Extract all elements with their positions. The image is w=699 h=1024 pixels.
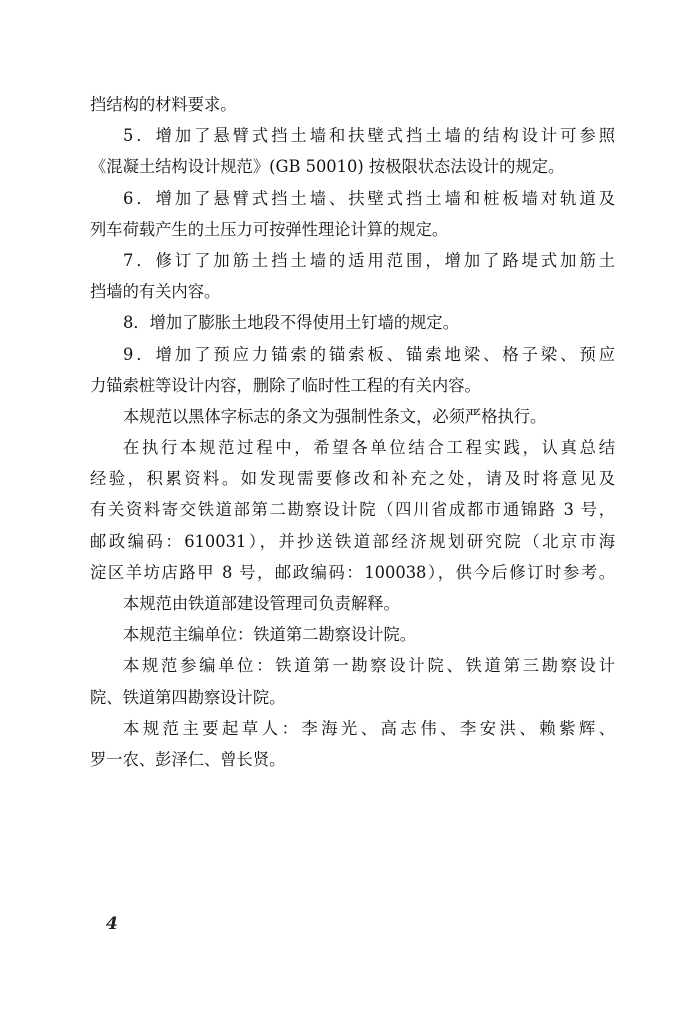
page-number: 4	[106, 914, 118, 934]
text-line: 罗一农、彭泽仁、曾长贤。	[90, 749, 286, 769]
text-line: 经验，积累资料。如发现需要修改和补充之处，请及时将意见及	[90, 469, 615, 489]
text-line: 9．增加了预应力锚索的锚索板、锚索地梁、格子梁、预应	[123, 344, 615, 364]
text-line: 有关资料寄交铁道部第二勘察设计院（四川省成都市通锦路 3 号，	[90, 500, 615, 520]
text-line: 列车荷载产生的土压力可按弹性理论计算的规定。	[90, 219, 449, 239]
text-line: 8．增加了膨胀土地段不得使用土钉墙的规定。	[123, 313, 459, 333]
text-line: 本规范参编单位：铁道第一勘察设计院、铁道第三勘察设计	[123, 656, 615, 676]
text-line: 《混凝土结构设计规范》(GB 50010) 按极限状态法设计的规定。	[90, 157, 565, 177]
text-line: 邮政编码：610031），并抄送铁道部经济规划研究院（北京市海	[90, 531, 615, 551]
text-line: 本规范由铁道部建设管理司负责解释。	[123, 594, 400, 613]
body-text	[90, 89, 615, 775]
text-line: 本规范主要起草人：李海光、高志伟、李安洪、赖紫辉、	[123, 718, 615, 738]
text-line: 本规范主编单位：铁道第二勘察设计院。	[123, 625, 417, 645]
text-line: 力锚索桩等设计内容，删除了临时性工程的有关内容。	[90, 375, 481, 395]
text-line: 7．修订了加筋土挡土墙的适用范围，增加了路堤式加筋土	[123, 250, 615, 270]
text-line: 淀区羊坊店路甲 8 号，邮政编码：100038），供今后修订时参考。	[90, 562, 615, 582]
text-line: 6．增加了悬臂式挡土墙、扶壁式挡土墙和桩板墙对轨道及	[123, 188, 615, 208]
text-line: 院、铁道第四勘察设计院。	[90, 687, 286, 707]
text-line: 5．增加了悬臂式挡土墙和扶壁式挡土墙的结构设计可参照	[123, 126, 615, 146]
text-line: 在执行本规范过程中，希望各单位结合工程实践，认真总结	[123, 438, 615, 458]
text-line: 挡结构的材料要求。	[90, 95, 237, 114]
text-line: 本规范以黑体字标志的条文为强制性条文，必须严格执行。	[123, 406, 547, 426]
text-line: 挡墙的有关内容。	[90, 282, 221, 302]
